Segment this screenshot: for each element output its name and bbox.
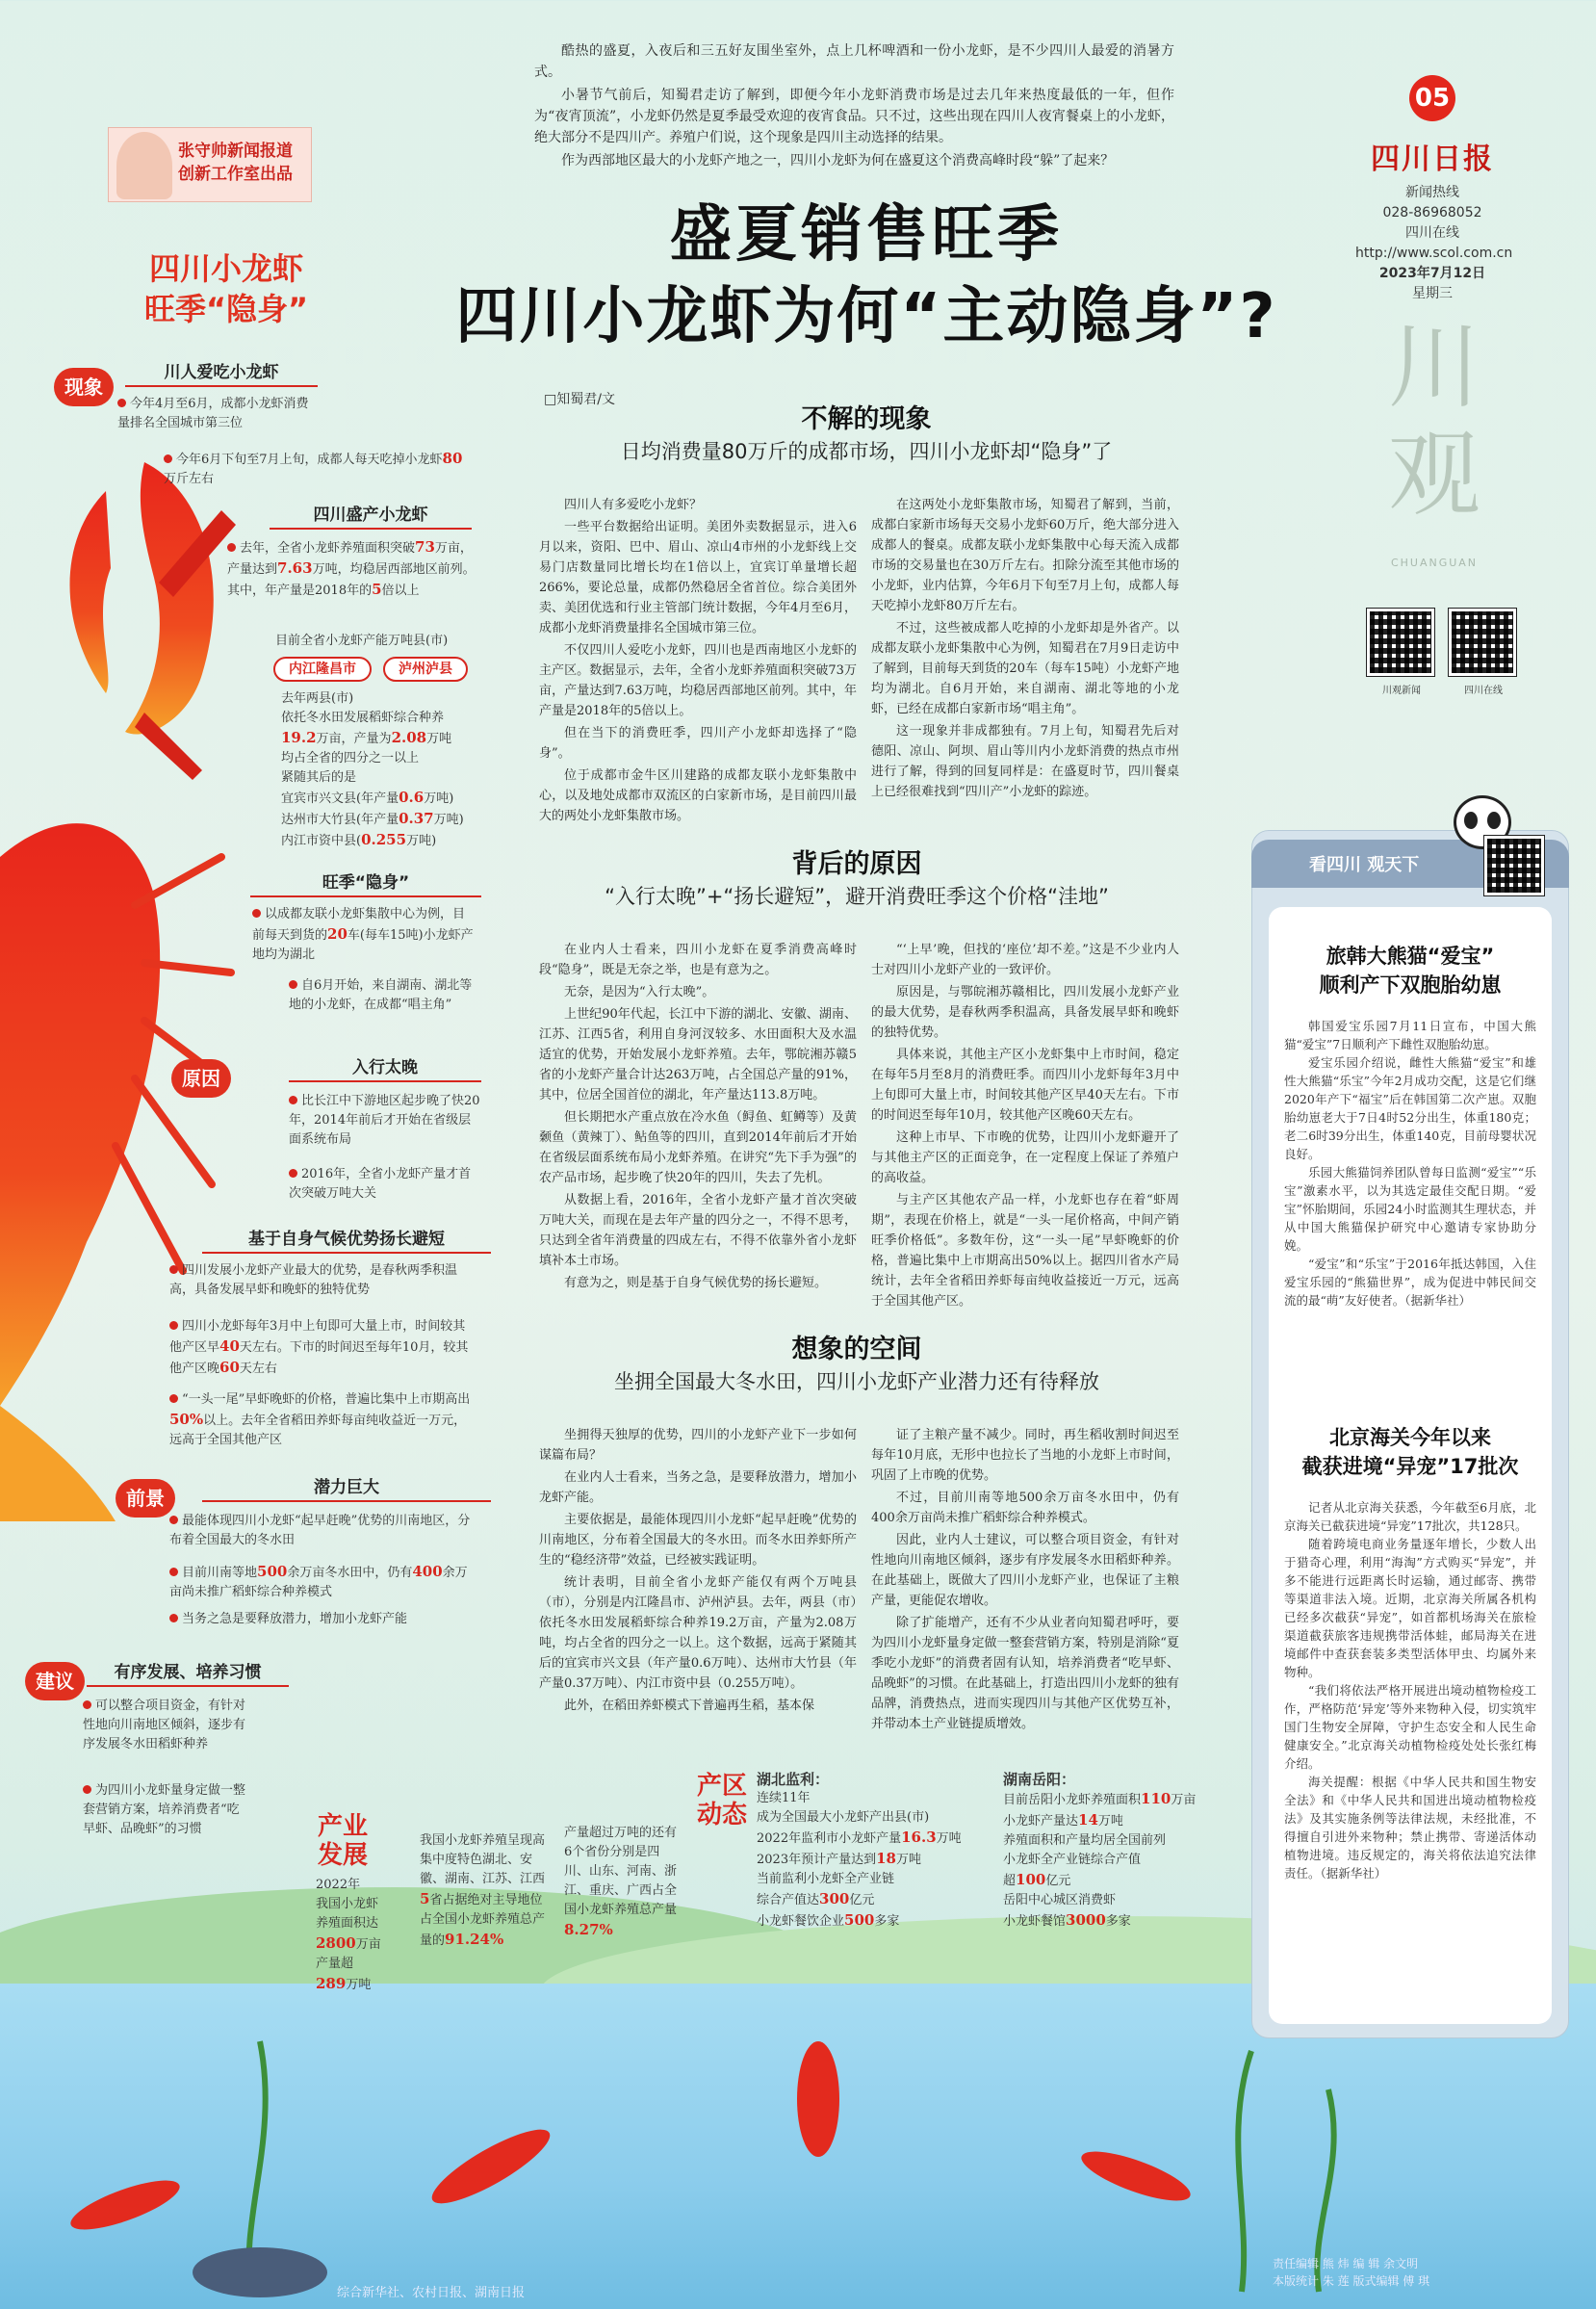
- underwater-illustration: [0, 1984, 1596, 2301]
- stat-text: 亿元: [849, 1893, 875, 1907]
- article-column: [539, 1425, 857, 1718]
- hotline-label: 新闻热线: [1405, 185, 1459, 200]
- stat-text: 万吨: [426, 732, 452, 746]
- article-title: 截获进境“异宠”17批次: [1301, 1455, 1519, 1478]
- stat-text: 宜宾市兴文县(年产量: [281, 791, 399, 806]
- stat-text: 万吨: [346, 1978, 372, 1992]
- section-title: 四川盛产小龙虾: [270, 501, 472, 530]
- online-label: 四川在线: [1405, 225, 1459, 241]
- stat-text: 万亩，产量为: [316, 732, 392, 746]
- sidebar-title: 看四川 观天下: [1309, 855, 1420, 875]
- article-title: 旅韩大熊猫“爱宝”: [1326, 945, 1495, 968]
- section-subheading: 坐拥全国最大冬水田，四川小龙虾产业潜力还有待释放: [614, 1370, 1099, 1393]
- article-column: [871, 1425, 1179, 1736]
- bullet-dot-icon: [83, 1785, 91, 1794]
- column-logo: [1377, 313, 1492, 529]
- stat-line: 岳阳中心城区消费虾: [1003, 1893, 1117, 1907]
- stat-text: 多家: [1105, 1914, 1131, 1929]
- section-heading: 不解的现象: [801, 404, 932, 434]
- section-head: [539, 402, 1194, 466]
- stat-text: 万吨: [895, 1853, 921, 1867]
- stat-text: 内江市资中县(: [281, 834, 362, 848]
- bullet: [169, 1261, 477, 1300]
- bullet-text: 天左右: [239, 1362, 277, 1376]
- counties-label: 目前全省小龙虾产能万吨县(市): [275, 634, 449, 648]
- highlight-number: 289: [316, 1975, 347, 1992]
- industry-heading: [318, 1812, 368, 1870]
- bullet-text: 万吨，均稳居西部地区前列。其中，年产量是2018年的: [227, 562, 476, 598]
- intro-paragraph: 小暑节气前后，知蜀君走访了解到，即便今年小龙虾消费市场是过去几年来热度最低的一年，但作为“夜宵顶流”，小龙虾仍然是夏季最受欢迎的夜宵食品。只不过，这些出现在四川人夜宵餐桌上的小龙虾，绝大部分不是四川产。养殖户们说，这个现象是四川主动选择的结果。: [534, 88, 1174, 145]
- section-head: [520, 1333, 1194, 1396]
- stat-line: 2022年: [316, 1878, 361, 1892]
- bullet-text: 余万亩尚未推广稻虾综合种养模式: [169, 1566, 468, 1599]
- article-title: 顺利产下双胞胎幼崽: [1319, 973, 1502, 997]
- article-paragraph: 记者从北京海关获悉，今年截至6月底，北京海关已截获进境“异宠”17批次，共128只。: [1284, 1500, 1536, 1533]
- article-paragraph: 不过，目前川南等地500余万亩冬水田中，仍有400余万亩尚未推广稻虾综合种养模式。: [871, 1491, 1179, 1525]
- article-paragraph: 在业内人士看来，当务之急，是要释放潜力，增加小龙虾产能。: [539, 1470, 857, 1505]
- bullet-dot-icon: [169, 1568, 178, 1576]
- article-paragraph: 在业内人士看来，四川小龙虾在夏季消费高峰时段“隐身”，既是无奈之举，也是有意为之。: [539, 943, 857, 977]
- stat-text: 小龙虾餐馆: [1003, 1914, 1067, 1929]
- bullet-dot-icon: [169, 1394, 178, 1403]
- byline: □知蜀君/文: [544, 392, 615, 407]
- side-title-line: 旺季“隐身”: [143, 291, 309, 327]
- hotline: 028-86968052: [1382, 205, 1482, 221]
- bullet-text: 去年，全省小龙虾养殖面积突破: [240, 541, 416, 556]
- bullet-dot-icon: [169, 1614, 178, 1622]
- highlight-number: 100: [1016, 1871, 1046, 1888]
- bullet-dot-icon: [169, 1321, 178, 1330]
- article-paragraph: 此外，在稻田养虾模式下普遍再生稻，基本保: [564, 1699, 815, 1713]
- stat-line: [281, 709, 493, 728]
- region-heading: [697, 1772, 747, 1829]
- section-title: 川人爱吃小龙虾: [125, 358, 318, 387]
- headline-line-1: 盛夏销售旺季: [670, 199, 1063, 271]
- highlight-number: 5: [420, 1890, 430, 1907]
- stat-line: 产量超: [316, 1957, 354, 1971]
- article-paragraph: 证了主粮产量不减少。同时，再生稻收割时间迟至每年10月底，无形中也拉长了当地的小龙虾上市时间，巩固了上市晚的优势。: [871, 1428, 1179, 1483]
- bullet: [169, 1562, 477, 1602]
- article-paragraph: 乐园大熊猫饲养团队曾每日监测“爱宝”“乐宝”激素水平，以为其选定最佳交配日期。“爱宝”怀胎期间，乐园24小时监测其生理状态，并从中国大熊猫保护研究中心邀请专家协助分娩。: [1284, 1165, 1536, 1253]
- stat-line: [757, 1910, 988, 1932]
- highlight-number: 16.3: [901, 1829, 937, 1846]
- section-heading: 背后的原因: [791, 849, 922, 879]
- region-name: 湖南岳阳：: [1003, 1771, 1076, 1788]
- highlight-number: 2800: [316, 1934, 356, 1952]
- section-subheading: “入行太晚”+“扬长避短”，避开消费旺季这个价格“洼地”: [605, 885, 1109, 908]
- bullet-text: “一头一尾”早虾晚虾的价格，普遍比集中上市期高出: [182, 1392, 471, 1407]
- article-paragraph: 原因是，与鄂皖湘苏赣相比，四川发展小龙虾产业的最大优势，是春秋两季积温高，具备发展早虾和晚虾的独特优势。: [871, 985, 1179, 1040]
- credit-line: 本版统计 朱 莲 版式编辑 傅 琪: [1273, 2274, 1430, 2288]
- province-stats: [420, 1831, 545, 1951]
- county-pill: 泸州泸县: [383, 657, 468, 682]
- highlight-number: 5: [372, 581, 382, 598]
- highlight-number: 0.6: [399, 789, 425, 806]
- stat-text: 万吨: [936, 1831, 962, 1846]
- bullet-text: 今年6月下旬至7月上旬，成都人每天吃掉小龙虾: [176, 453, 443, 467]
- article-paragraph: 除了扩能增产，还有不少从业者向知蜀君呼吁，要为四川小龙虾量身定做一整套营销方案，特别是消除“夏季吃小龙虾”的消费者固有认知，培养消费者“吃早虾、品晚虾”的习惯。在此基础上，打造出四川小龙虾的独有品牌，消费热点，进而实现四川与其他产区优势互补，并带动本土产业链提质增效。: [871, 1616, 1179, 1731]
- studio-line: 张守帅新闻报道: [178, 142, 293, 161]
- article-paragraph: 主要依据是，最能体现四川小龙虾“起早赶晚”优势的川南地区，分布着全国最大的冬水田。而冬水田养虾所产生的“稳经济带”效益，已经被实践证明。: [539, 1513, 857, 1568]
- bullet: [169, 1390, 477, 1450]
- stat-text: 万吨): [433, 813, 464, 827]
- highlight-number: 2.08: [391, 729, 427, 746]
- county-pill: 内江隆昌市: [273, 657, 372, 682]
- article-paragraph: “爱宝”和“乐宝”于2016年抵达韩国，入住爱宝乐园的“熊猫世界”，成为促进中韩民间交流的最“萌”友好使者。（据新华社）: [1284, 1257, 1536, 1308]
- stat-line: 小龙虾全产业链综合产值: [1003, 1853, 1142, 1867]
- issue-date: 2023年7月12日: [1378, 266, 1486, 281]
- highlight-number: 3000: [1066, 1911, 1106, 1929]
- article-paragraph: 有意为之，则是基于自身气候优势的扬长避短。: [564, 1276, 828, 1290]
- stat-line: 均占全省的四分之一以上: [281, 751, 420, 765]
- column-char: 观: [1388, 421, 1480, 529]
- article-paragraph: 无奈，是因为“入行太晚”。: [564, 985, 715, 999]
- article-paragraph: 具体来说，其他主产区小龙虾集中上市时间，稳定在每年5月至8月的消费旺季。而四川小龙虾每年3月中上旬即可大量上市，时间较其他产区早40天左右。下市的时间迟至每年10月，较其他产区晚60天左右。: [871, 1048, 1179, 1123]
- stat-line: [757, 1849, 988, 1870]
- stat-text: 万亩: [1171, 1793, 1197, 1807]
- bullet: [83, 1781, 246, 1839]
- stat-line: [281, 830, 493, 851]
- heading-line: 动态: [697, 1801, 748, 1829]
- bullet-text: 以上。去年全省稻田养虾每亩纯收益近一万元，远高于全国其他产区: [169, 1414, 467, 1447]
- stat-text: 万吨): [406, 834, 437, 848]
- article-paragraph: 不仅四川人爱吃小龙虾，四川也是西南地区小龙虾的主产区。数据显示，去年，全省小龙虾养殖面积突破73万亩，产量达到7.63万吨，均稳居西部地区前列。其中，年产量是2018年的5倍以上。: [539, 643, 857, 718]
- bullet-text: 今年4月至6月，成都小龙虾消费量排名全国城市第三位: [117, 397, 309, 430]
- article-paragraph: 坐拥得天独厚的优势，四川的小龙虾产业下一步如何谋篇布局？: [539, 1428, 857, 1463]
- stat-line: 去年两县(市): [281, 691, 354, 706]
- article-column: [539, 940, 857, 1295]
- stat-text: 达州市大竹县(年产量: [281, 813, 399, 827]
- highlight-number: 110: [1141, 1790, 1171, 1807]
- hubei-stats: [757, 1770, 988, 1932]
- stat-line: [1003, 1789, 1234, 1810]
- bullet: [289, 976, 481, 1015]
- county-stats: [281, 689, 493, 851]
- stat-line: 当前监利小龙虾全产业链: [757, 1872, 895, 1886]
- bullet-dot-icon: [252, 909, 261, 918]
- bullet-dot-icon: [227, 543, 236, 552]
- highlight-number: 0.37: [399, 810, 434, 827]
- stat-text: 超: [1003, 1874, 1017, 1888]
- highlight-number: 8.27%: [564, 1921, 613, 1938]
- article-paragraph: 从数据上看，2016年，全省小龙虾产量才首次突破万吨大关，而现在是去年产量的四分之一，不得不思考，只达到全省年消费量的四成左右，不得不依靠外省小龙虾填补本土市场。: [539, 1193, 857, 1268]
- region-name: 湖北监利：: [757, 1771, 830, 1788]
- bullet-text: 为四川小龙虾量身定做一整套营销方案，培养消费者“吃早虾、品晚虾”的习惯: [83, 1783, 246, 1836]
- stat-text: 2023年预计产量达到: [757, 1853, 877, 1867]
- qr-label: 川观新闻: [1382, 686, 1421, 696]
- weekday: 星期三: [1412, 286, 1453, 301]
- stat-line: 连续11年: [757, 1791, 811, 1805]
- industry-stats: [316, 1876, 412, 1995]
- article-paragraph: 上世纪90年代起，长江中下游的湖北、安徽、湖南、江苏、江西5省，利用自身河汊较多、水田面积大及水温适宜的优势，开始发展小龙虾养殖。去年，鄂皖湘苏赣5省的小龙虾产量合计达263万吨，占全国总产量的91%，其中，位居全国首位的湖北，年产量达113.8万吨。: [539, 1007, 857, 1103]
- side-title: [120, 248, 332, 329]
- article-paragraph: 与主产区其他农产品一样，小龙虾也存在着“虾周期”，表现在价格上，就是“一头一尾价格高，中间产销旺季价格低”。多数年份，这“一头一尾”早虾晚虾的价格，普遍比集中上市期高出50%以上。据四川省水产局统计，去年全省稻田养虾每亩纯收益接近一万元，远高于全国其他产区。: [871, 1193, 1179, 1309]
- credit-line: 责任编辑 熊 炜 编 辑 余文明: [1273, 2257, 1419, 2270]
- qr-label: 四川在线: [1464, 686, 1503, 696]
- highlight-number: 7.63: [277, 559, 313, 577]
- article-paragraph: 四川人有多爱吃小龙虾？: [564, 498, 703, 512]
- qr-code-icon[interactable]: [1449, 609, 1516, 676]
- bullet: [169, 1317, 477, 1379]
- section-title: 潜力巨大: [202, 1473, 491, 1502]
- article-paragraph: 但在当下的消费旺季，四川产小龙虾却选择了“隐身”。: [539, 726, 857, 761]
- section-title: 有序发展、培养习惯: [87, 1658, 289, 1687]
- bullet-dot-icon: [169, 1516, 178, 1524]
- article-title: 北京海关今年以来: [1329, 1426, 1491, 1449]
- intro-paragraph: 酷热的盛夏，入夜后和三五好友围坐室外，点上几杯啤酒和一份小龙虾，是不少四川人最爱的消暑方式。: [534, 43, 1174, 80]
- bullet-dot-icon: [289, 1169, 297, 1178]
- bullet-dot-icon: [289, 1096, 297, 1104]
- section-heading: 想象的空间: [791, 1335, 922, 1364]
- headline-line-2: 四川小龙虾为何“主动隐身”?: [455, 281, 1277, 352]
- section-title: 入行太晚: [289, 1053, 481, 1082]
- article-paragraph: 这种上市早、下市晚的优势，让四川小龙虾避开了与其他主产区的正面竞争，在一定程度上保证了养殖户的高收益。: [871, 1130, 1179, 1185]
- website-link[interactable]: http://www.scol.com.cn: [1355, 246, 1513, 261]
- stat-text: 依托冬水田发展稻虾综合种养: [281, 711, 445, 725]
- masthead: [1355, 75, 1513, 304]
- bullet-text: 2016年，全省小龙虾产量才首次突破万吨大关: [289, 1167, 472, 1201]
- section-subheading: 日均消费量80万斤的成都市场，四川小龙虾却“隐身”了: [620, 440, 1113, 463]
- reporter-avatar: [116, 132, 172, 199]
- bullet-text: 可以整合项目资金，有针对性地向川南地区倾斜，逐步有序发展冬水田稻虾种养: [83, 1699, 246, 1751]
- bullet: [83, 1697, 246, 1754]
- stat-line: [1003, 1910, 1234, 1932]
- province-stats: [564, 1824, 682, 1941]
- article-paragraph: 海关提醒：根据《中华人民共和国生物安全法》和《中华人民共和国进出境动植物检疫法》及其实施条例等法律法规，未经批准，不得擅自引进外来物种；禁止携带、寄递活体动植物进境。违反规定的，海关将依法追究法律责任。（据新华社）: [1284, 1775, 1536, 1881]
- intro-paragraph: 作为西部地区最大的小龙虾产地之一，四川小龙虾为何在盛夏这个消费高峰时段“躲”了起来？: [561, 153, 1115, 169]
- highlight-number: 91.24%: [445, 1931, 504, 1948]
- stat-line: [281, 728, 493, 749]
- bullet: [164, 449, 472, 489]
- column-logo-en: CHUANGUAN: [1390, 557, 1479, 569]
- stat-line: 紧随其后的是: [281, 770, 357, 785]
- stat-line: 养殖面积达: [316, 1916, 379, 1931]
- studio-badge: [108, 127, 312, 202]
- highlight-number: 500: [844, 1911, 875, 1929]
- stat-text: 万吨: [1097, 1814, 1123, 1829]
- sidebar-article: [1284, 942, 1536, 1310]
- highlight-number: 20: [327, 925, 348, 943]
- section-title: 旺季“隐身”: [250, 869, 481, 897]
- bullet: [117, 395, 315, 433]
- bullet-text: 倍以上: [381, 584, 420, 598]
- studio-line: 创新工作室出品: [178, 165, 293, 184]
- counties-pills: [273, 657, 479, 682]
- stat-text: 小龙虾产量达: [1003, 1814, 1079, 1829]
- highlight-number: 50%: [169, 1411, 204, 1428]
- tag-jianyi: 建议: [25, 1662, 85, 1700]
- stat-text: 亿元: [1045, 1874, 1071, 1888]
- stat-line: [281, 809, 493, 830]
- highlight-number: 73: [415, 538, 435, 556]
- article-column: [871, 940, 1179, 1313]
- highlight-number: 14: [1078, 1811, 1098, 1829]
- article-column: [871, 495, 1179, 804]
- highlight-number: 300: [819, 1890, 850, 1907]
- bullet-text: 当务之急是要释放潜力，增加小龙虾产能: [182, 1612, 408, 1626]
- bullet-text: 四川小龙虾每年3月中上旬即可大量上市，时间较其他产区早: [169, 1319, 466, 1355]
- bullet-dot-icon: [289, 980, 297, 989]
- section-title: 基于自身气候优势扬长避短: [202, 1225, 491, 1254]
- article-paragraph: 但长期把水产重点放在冷水鱼（鲟鱼、虹鳟等）及黄颡鱼（黄辣丁）、鲇鱼等的四川，直到2014年前后才开始在省级层面系统布局小龙虾养殖。在讲究“先下手为强”的农产品市场，起步晚了快20年的四川，失去了先机。: [539, 1110, 857, 1185]
- article-paragraph: “‘上早’晚，但找的‘座位’却不差。”这是不少业内人士对四川小龙虾产业的一致评价。: [871, 943, 1179, 977]
- bullet-text: 车(每车15吨)小龙虾产地均为湖北: [252, 928, 474, 962]
- hunan-stats: [1003, 1770, 1234, 1932]
- bullet-text: 最能体现四川小龙虾“起早赶晚”优势的川南地区，分布着全国最大的冬水田: [169, 1514, 471, 1547]
- highlight-number: 19.2: [281, 729, 317, 746]
- tag-xianxiang: 现象: [54, 368, 114, 406]
- stat-text: 我国小龙虾养殖呈现高集中度特色湖北、安徽、湖南、江苏、江西: [420, 1833, 546, 1886]
- heading-line: 发展: [318, 1841, 369, 1870]
- highlight-number: 0.255: [361, 831, 407, 848]
- heading-line: 产业: [318, 1812, 369, 1841]
- highlight-number: 500: [257, 1563, 288, 1580]
- article-paragraph: 因此，业内人士建议，可以整合项目资金，有针对性地向川南地区倾斜，逐步有序发展冬水田稻虾种养。在此基础上，既做大了四川小龙虾产业，也保证了主粮产量，更能促农增收。: [871, 1533, 1179, 1608]
- stat-text: 万吨): [424, 791, 454, 806]
- section-head: [520, 847, 1194, 911]
- qr-code-icon[interactable]: [1484, 836, 1544, 895]
- bullet: [289, 1165, 481, 1204]
- stat-line: 我国小龙虾: [316, 1897, 379, 1911]
- highlight-number: 18: [876, 1850, 896, 1867]
- tag-yuanyin: 原因: [171, 1059, 231, 1098]
- stat-text: 目前岳阳小龙虾养殖面积: [1003, 1793, 1142, 1807]
- bullet-dot-icon: [117, 399, 126, 407]
- article-paragraph: “我们将依法严格开展进出境动植物检疫工作，严格防范‘异宠’等外来物种入侵，切实筑牢国门生物安全屏障，守护生态安全和人民生命健康安全。”北京海关动植物检疫处处长张红梅介绍。: [1284, 1683, 1536, 1771]
- page-number: 05: [1409, 75, 1455, 121]
- heading-line: 产区: [697, 1772, 748, 1801]
- stat-line: 养殖面积和产量均居全国前列: [1003, 1833, 1167, 1848]
- stat-text: 2022年监利市小龙虾产量: [757, 1831, 902, 1846]
- stat-line: [281, 788, 493, 809]
- bullet-dot-icon: [164, 454, 172, 463]
- stat-text: 万亩: [355, 1937, 381, 1952]
- bullet: [289, 1092, 481, 1150]
- qr-code-icon[interactable]: [1367, 609, 1434, 676]
- stat-text: 省占据绝对主导地位占全国小龙虾养殖总产量的: [420, 1893, 546, 1948]
- bullet-text: 天左右。下市的时间迟至每年10月，较其他产区晚: [169, 1340, 469, 1376]
- sidebar-article: [1284, 1423, 1536, 1882]
- bullet-dot-icon: [83, 1700, 91, 1709]
- bullet: [169, 1610, 477, 1629]
- stat-text: 综合产值达: [757, 1893, 820, 1907]
- bullet-text: 自6月开始，来自湖南、湖北等地的小龙虾，在成都“唱主角”: [289, 978, 473, 1012]
- side-title-line: 四川小龙虾: [148, 250, 303, 287]
- highlight-number: 40: [219, 1337, 240, 1355]
- bullet: [227, 537, 477, 601]
- bullet: [169, 1512, 477, 1550]
- article-paragraph: 不过，这些被成都人吃掉的小龙虾却是外省产。以成都友联小龙虾集散中心为例，知蜀君在7月9日走访中了解到，目前每天到货的20车（每车15吨）小龙虾产地均为湖北。自6月开始，来自湖南、湖北等地的小龙虾，已经在成都白家新市场“唱主角”。: [871, 621, 1179, 716]
- stat-text: 产量超过万吨的还有6个省份分别是四川、山东、河南、浙江、重庆、广西占全国小龙虾养殖总产量: [564, 1826, 678, 1917]
- highlight-number: 60: [219, 1359, 240, 1376]
- bullet-text: 比长江中下游地区起步晚了快20年，2014年前后才开始在省级层面系统布局: [289, 1094, 480, 1147]
- article-paragraph: 在这两处小龙虾集散市场，知蜀君了解到，当前，成都白家新市场每天交易小龙虾60万斤，绝大部分进入成都人的餐桌。成都友联小龙虾集散中心每天流入成都市场的交易量也在30万斤左右。扣除分流至其他市场的小龙虾，业内估算，今年6月下旬至7月上旬，成都人每天吃掉小龙虾80万斤左右。: [871, 498, 1179, 613]
- stat-line: [316, 1933, 412, 1955]
- bullet-text: 余万亩冬水田中，仍有: [287, 1566, 413, 1580]
- stat-line: [1003, 1810, 1234, 1831]
- stat-line: [757, 1828, 988, 1849]
- article-paragraph: 这一现象并非成都独有。7月上旬，知蜀君先后对德阳、凉山、阿坝、眉山等川内小龙虾消费的热点市州进行了解，得到的回复同样是：在盛夏时节，四川餐桌上已经很难找到“四川产”小龙虾的踪迹。: [871, 724, 1179, 799]
- bullet-text: 万亩，产量达到: [227, 541, 473, 577]
- article-paragraph: 位于成都市金牛区川建路的成都友联小龙虾集散中心，以及地处成都市双流区的白家新市场，是目前四川最大的两处小龙虾集散市场。: [539, 768, 857, 823]
- tag-qianjing: 前景: [116, 1479, 175, 1518]
- bullet-text: 四川发展小龙虾产业最大的优势，是春秋两季积温高，具备发展早虾和晚虾的独特优势: [169, 1263, 458, 1297]
- article-paragraph: 爱宝乐园介绍说，雌性大熊猫“爱宝”和雄性大熊猫“乐宝”今年2月成功交配，这是它们继2020年产下“福宝”后在韩国第二次产崽。双胞胎幼崽老大于7日4时52分出生，体重180克；老二6时39分出生，体重140克，目前母婴状况良好。: [1284, 1055, 1536, 1161]
- bullet-text: 万斤左右: [164, 472, 215, 486]
- stat-line: 成为全国最大小龙虾产出县(市): [757, 1810, 930, 1825]
- article-paragraph: 韩国爱宝乐园7月11日宣布，中国大熊猫“爱宝”7日顺利产下雌性双胞胎幼崽。: [1284, 1019, 1536, 1051]
- headline: [404, 195, 1328, 358]
- stat-text: 小龙虾餐饮企业: [757, 1914, 845, 1929]
- bullet-text: 以成都友联小龙虾集散中心为例，目前每天到货的: [252, 907, 466, 943]
- intro-text: [534, 40, 1174, 173]
- editor-credits: [1273, 2255, 1429, 2290]
- article-column: [539, 495, 857, 828]
- bullet-text: 目前川南等地: [182, 1566, 258, 1580]
- stat-line: [757, 1889, 988, 1910]
- source-note: 综合新华社、农村日报、湖南日报: [337, 2286, 526, 2300]
- article-paragraph: 统计表明，目前全省小龙虾产能仅有两个万吨县（市），分别是内江隆昌市、泸州泸县。去年，两县（市）依托冬水田发展稻虾综合种养19.2万亩，产量为2.08万吨，均占全省的四分之一以上。这个数据，远高于紧随其后的宜宾市兴文县（年产量0.6万吨）、达州市大竹县（年产量0.37万吨）、内江市资中县（0.255万吨）。: [539, 1575, 857, 1691]
- newspaper-logo: 四川日报: [1371, 143, 1494, 176]
- highlight-number: 80: [442, 450, 463, 467]
- column-char: 川: [1388, 313, 1480, 421]
- article-paragraph: 一些平台数据给出证明。美团外卖数据显示，进入6月以来，资阳、巴中、眉山、凉山4市州的小龙虾线上交易门店数量同比增长均在1倍以上，宜宾订单量增长超266%，要论总量，成都仍然稳居全省首位。综合美团外卖、美团优选和行业主管部门统计数据，今年4月至6月，成都小龙虾消费量排名全国城市第三位。: [539, 520, 857, 636]
- stat-line: [1003, 1870, 1234, 1891]
- bullet-dot-icon: [169, 1265, 178, 1274]
- highlight-number: 400: [412, 1563, 443, 1580]
- article-paragraph: 随着跨境电商业务量逐年增长，少数人出于猎奇心理，利用“海淘”方式购买“异宠”，并多不能进行远距离长时运输，通过邮寄、携带等渠道非法入境。近期，北京海关所属各机构已经多次截获“异宠”，如首都机场海关在旅检渠道截获旅客违规携带活体蛙，邮局海关在进境邮件中查获套装多类型活体甲虫、均属外来物种。: [1284, 1537, 1536, 1679]
- bullet: [252, 905, 474, 965]
- stat-text: 多家: [874, 1914, 900, 1929]
